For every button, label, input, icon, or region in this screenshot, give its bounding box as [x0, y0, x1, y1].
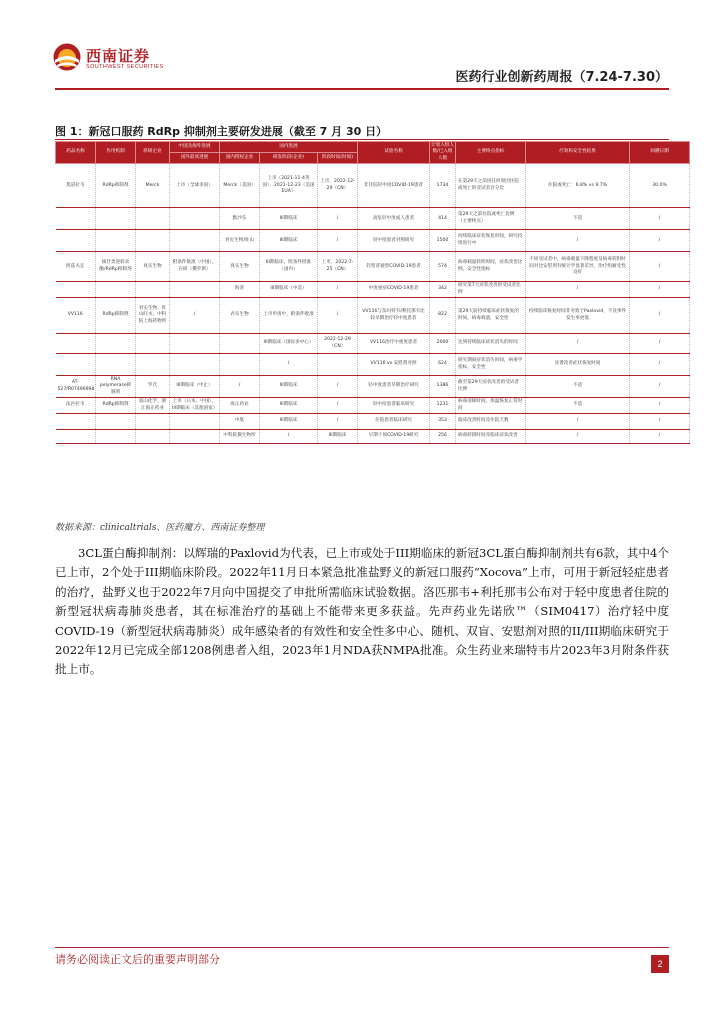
table-cell: 高危轻中度成人患者 [358, 208, 430, 230]
table-cell: 在第29天之前因任何原因住院或死亡的受试者百分比 [456, 164, 526, 208]
table-cell: 研究第7天症状改善的受试者比例 [456, 282, 526, 298]
table-cell: III期临床 [260, 376, 318, 398]
table-cell [170, 230, 220, 252]
table-cell [220, 354, 260, 376]
table-cell: 574 [430, 252, 456, 282]
table-cell [136, 208, 170, 230]
company-logo [52, 42, 162, 78]
table-cell [170, 354, 220, 376]
table-row [56, 414, 690, 430]
table-cell: / [630, 414, 690, 430]
table-cell: 法匹拉韦 [56, 398, 96, 414]
table-cell: 显著改善症状恢复时间 [526, 354, 630, 376]
col-overseas-progress: 国外最高进展 [170, 153, 220, 164]
table-cell: / [630, 230, 690, 252]
table-cell: 持续临床症状恢复时间，研究持续进行中 [456, 230, 526, 252]
table-cell: VV116 vs 安慰剂对照 [358, 354, 430, 376]
table-cell: 临床改善时间及住院天数 [456, 414, 526, 430]
table-cell: III期临床，附条件批准（国内） [260, 252, 318, 282]
table-cell: RdRp抑制剂 [96, 398, 136, 414]
table-cell: 353 [430, 414, 456, 430]
table-cell [56, 230, 96, 252]
table-cell: / [318, 208, 358, 230]
table-cell: III期临床 [260, 398, 318, 414]
table-cell: 不适 [526, 376, 630, 398]
table-cell: / [220, 376, 260, 398]
figure-source: 数据来源：clinicaltrials、医药魔方、西南证券整理 [55, 523, 265, 533]
table-cell: 达到持续临床症状消失的时间 [456, 334, 526, 354]
table-cell: III期临床（中止） [170, 376, 220, 398]
table-cell: 不适 [526, 398, 630, 414]
table-cell: 不适 [526, 208, 630, 230]
table-cell: 822 [430, 298, 456, 334]
table-cell: AT-527/R07496998 [56, 376, 96, 398]
table-cell: / [630, 376, 690, 398]
table-cell: 莫诺拉韦 [56, 164, 96, 208]
page-number: 2 [651, 955, 669, 973]
table-cell: 轻中度患者早期治疗研究 [358, 376, 430, 398]
table-body [56, 164, 690, 444]
disclaimer-note: 请务必阅读正文后的重要声明部分 [55, 953, 220, 966]
table-cell: 持续临床恢复时间非劣效于Paxlovid，不良事件发生率更低 [526, 298, 630, 334]
table-row [56, 298, 690, 334]
table-cell: III期临床 [318, 430, 358, 444]
table-cell [170, 414, 220, 430]
table-cell: 上市申请中，附条件批准 [260, 298, 318, 334]
table-cell: 1500 [430, 230, 456, 252]
col-endpoint: 主要终点指标 [456, 142, 526, 164]
table-cell [136, 430, 170, 444]
table-cell [136, 230, 170, 252]
table-cell: 不同受试者中，病毒载量下降程度及病毒转阴时间对比安慰剂有统计学显著差异，治疗组耐受性良好 [526, 252, 630, 282]
table-cell [136, 414, 170, 430]
table-cell [56, 208, 96, 230]
table-cell [136, 282, 170, 298]
table-row [56, 230, 690, 252]
table-row [56, 282, 690, 298]
table-cell: / [318, 298, 358, 334]
table-cell: / [630, 282, 690, 298]
table-cell: 富山化学、浙江海正药业 [136, 398, 170, 414]
table-cell: 病毒载量转阴时间，症状改善比例，安全性指标 [456, 252, 526, 282]
table-cell [220, 334, 260, 354]
table-cell: RNA polymerase抑制剂 [96, 376, 136, 398]
table-cell: 截至第29天症状改善的受试者比例 [456, 376, 526, 398]
table-row [56, 354, 690, 376]
table-cell: / [318, 282, 358, 298]
table-cell: 轻型普通型COVID-19患者 [358, 252, 430, 282]
figure-title: 图 1：新冠口服药 RdRp 抑制剂主要研发进展（截至 7 月 30 日） [55, 125, 388, 138]
table-cell: / [260, 354, 318, 376]
table-cell: 1734 [430, 164, 456, 208]
table-cell: 中肽 [220, 414, 260, 430]
col-mechanism: 作用机制 [96, 142, 136, 164]
table-cell: 414 [430, 208, 456, 230]
table-cell: III期临床（中美） [260, 282, 318, 298]
table-cell: RdRp抑制剂 [96, 298, 136, 334]
table-cell [56, 334, 96, 354]
table-cell [56, 354, 96, 376]
body-paragraph-3cl: 3CL蛋白酶抑制剂：以辉瑞的Paxlovid为代表，已上市或处于III期临床的新冠3CL蛋白酶抑制剂共有6款，其中4个已上市，2个处于III期临床阶段。2022年11月日本紧急批准盐野义的新冠口服药“Xocova”上市，可用于新冠轻症患者的治疗，盐野义也于2022年7月向中国提交了申批所需临床试验数据。洛匹那韦+利托那韦公布对于轻中度患者住院的新型冠状病毒肺炎患者，其在标准治疗的基础上不能带来更多获益。先声药业先诺欣™（SIM0417）治疗轻中度COVID-19（新型冠状病毒肺炎）成年感染者的有效性和安全性多中心、随机、双盲、安慰剂对照的II/III期临床研究于2022年12月已完成全部1208例患者入组，2023年1月NDA获NMPA批准。众生药业来瑞特韦片2023年3月附条件获批上市。 [55, 546, 669, 677]
logo-english-name: SOUTHWEST SECURITIES [86, 64, 164, 70]
table-cell: 2022-12-29（CN） [318, 334, 358, 354]
table-cell: 默沙东 [220, 208, 260, 230]
header-divider [55, 88, 669, 90]
table-cell: 中度重症COVID-19患者 [358, 282, 430, 298]
table-cell [170, 334, 220, 354]
logo-emblem-icon [52, 42, 82, 72]
table-cell: / [630, 334, 690, 354]
table-row [56, 252, 690, 282]
col-overseas-group: 中国及海外进展 [170, 142, 220, 153]
table-cell [96, 282, 136, 298]
table-cell: / [526, 282, 630, 298]
table-cell: 上市（全球多国） [170, 164, 220, 208]
table-cell: 住院患者临床研究 [358, 414, 430, 430]
footer-divider [55, 947, 669, 948]
table-cell: / [630, 430, 690, 444]
table-cell: 罗氏 [136, 376, 170, 398]
table-cell: 病毒清除时间，体温恢复正常时间 [456, 398, 526, 414]
table-row [56, 376, 690, 398]
table-cell [96, 334, 136, 354]
table-cell: Merck [136, 164, 170, 208]
table-header-row [56, 142, 690, 153]
table-cell: III期临床 [260, 414, 318, 430]
table-cell [318, 354, 358, 376]
table-cell: 轻中度患者临床研究 [358, 398, 430, 414]
table-cell: 早期干预COVID-19研究 [358, 430, 430, 444]
page-header [0, 0, 724, 96]
table-cell: 附条件批准（中国），在研（俄罗斯） [170, 252, 220, 282]
table-cell: 第29天前持续临床症状恢复的时间，病毒载量，安全性 [456, 298, 526, 334]
table-cell [170, 208, 220, 230]
rdrp-inhibitor-table [55, 141, 690, 444]
table-cell: 真实生物 [220, 252, 260, 282]
table-cell: 君实生物、旺山旺水、中科院上海药物所 [136, 298, 170, 334]
table-cell: III期临床 [260, 230, 318, 252]
table-cell: 真实生物 [136, 252, 170, 282]
col-domestic-holder: 国内授权企业 [220, 153, 260, 164]
logo-chinese-name: 西南证券 [86, 47, 151, 65]
table-cell [136, 334, 170, 354]
table-cell: / [318, 376, 358, 398]
table-row [56, 208, 690, 230]
table-cell: 非住院轻中度COVID-19患者 [358, 164, 430, 208]
table-cell: / [526, 430, 630, 444]
table-cell: 上市，2022-12-29（CN） [318, 164, 358, 208]
table-cell [96, 414, 136, 430]
table-row [56, 164, 690, 208]
table-cell: 1386 [430, 376, 456, 398]
table-cell: / [526, 414, 630, 430]
table-cell: 轻中度患者对照研究 [358, 230, 430, 252]
table-cell: 256 [430, 430, 456, 444]
table-cell [170, 430, 220, 444]
table-cell: / [318, 230, 358, 252]
table-row [56, 430, 690, 444]
table-cell: 君实生物 [220, 298, 260, 334]
table-cell [136, 354, 170, 376]
col-ref: 回溯日期 [630, 142, 690, 164]
table-cell: III期临床 [260, 208, 318, 230]
table-cell [96, 230, 136, 252]
col-domestic-time: 阶段时间(时间) [318, 153, 358, 164]
table-cell: VV116与奈玛特韦/利托那韦比较早期治疗轻中度患者 [358, 298, 430, 334]
table-cell: / [526, 334, 630, 354]
table-cell [56, 414, 96, 430]
table-cell [56, 282, 96, 298]
table-cell: 1231 [430, 398, 456, 414]
table-cell: VV116治疗中重度患者 [358, 334, 430, 354]
report-title: 医药行业创新药周报（7.24-7.30） [455, 70, 668, 85]
table-cell: / [630, 252, 690, 282]
col-indication: 试验名称 [358, 142, 430, 164]
table-cell: / [318, 398, 358, 414]
table-cell: 上市（2021-11-4英国），2021-12-23（美国EUA） [260, 164, 318, 208]
table-cell: RdRp抑制剂 [96, 164, 136, 208]
table-cell: VV116 [56, 298, 96, 334]
table-cell: / [630, 298, 690, 334]
col-domestic-progress: 研发阶段(企业) [260, 153, 318, 164]
col-domestic-group: 国内进展 [220, 142, 358, 153]
table-cell: / [526, 230, 630, 252]
table-cell: 中科院微生物所 [220, 430, 260, 444]
table-cell: 海普 [220, 282, 260, 298]
table-cell: / [630, 398, 690, 414]
table-cell: 30.0% [630, 164, 690, 208]
table-cell: / [318, 414, 358, 430]
table-cell: / [170, 298, 220, 334]
table-cell: Merck（美国） [220, 164, 260, 208]
table-cell: III期临床（国际多中心） [260, 334, 318, 354]
table-cell: 上市，2022-7-25（CN） [318, 252, 358, 282]
table-row [56, 398, 690, 414]
table-cell: / [630, 208, 690, 230]
table-cell: 阿兹夫定 [56, 252, 96, 282]
table-cell: 住院或死亡：6.8% vs 9.7% [526, 164, 630, 208]
table-cell: 2000 [430, 334, 456, 354]
table-cell [170, 282, 220, 298]
table-cell [96, 208, 136, 230]
table-cell: 核苷类逆转录酶/RdRp抑制剂 [96, 252, 136, 282]
table-cell: 上市（日本、中国），III期临床（其他国家） [170, 398, 220, 414]
col-drug: 药品名称 [56, 142, 96, 164]
table-cell: / [630, 354, 690, 376]
table-cell: / [260, 430, 318, 444]
table-cell [96, 354, 136, 376]
table-cell: 624 [430, 354, 456, 376]
table-cell: 342 [430, 282, 456, 298]
col-enrollment: 计划入组人数/已入组人数 [430, 142, 456, 164]
col-originator: 原研企业 [136, 142, 170, 164]
table-row [56, 334, 690, 354]
table-cell: 第29天之前住院或死亡比例（主要终点） [456, 208, 526, 230]
col-efficacy: 疗效和安全性结果 [526, 142, 630, 164]
table-cell: 研究期间症状消失时间，病毒学指标，安全性 [456, 354, 526, 376]
table-cell: 君实生物/旺山 [220, 230, 260, 252]
table-cell: 病毒转阴时间及临床症状改善 [456, 430, 526, 444]
table-cell [96, 430, 136, 444]
figure-title-divider [55, 139, 669, 140]
table-cell [56, 430, 96, 444]
table-cell: 海正药业 [220, 398, 260, 414]
